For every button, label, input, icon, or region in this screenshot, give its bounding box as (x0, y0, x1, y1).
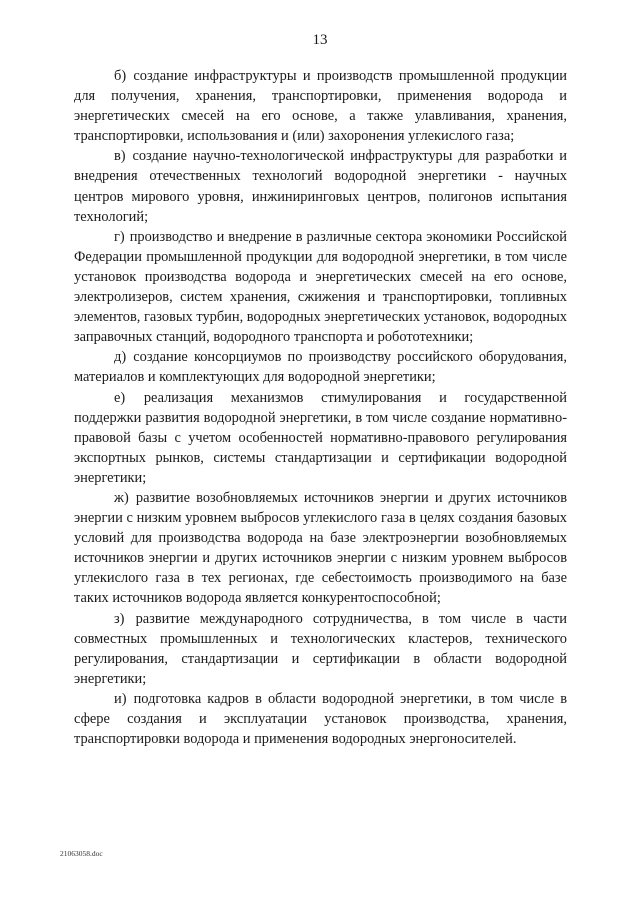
list-item-label: е) (114, 389, 126, 406)
list-item-text: производство и внедрение в различные сектора экономики Российской Федерации промышленной продукции для водородной энергетики, в том числе установок производства водорода и энергетических смесей на его основе, электролизеров, систем хранения, сжижения и транспортировки, топливных элементов, газовых турбин, водородных энергетических установок, водородных заправочных станций, водородного транспорта и робототехники; (74, 228, 567, 346)
document-body (74, 66, 567, 749)
page-number: 13 (312, 32, 328, 48)
list-item-text: подготовка кадров в области водородной энергетики, в том числе в сфере создания и эксплуатации установок производства, хранения, транспортировки водорода и применения водородных энергоносителей. (74, 690, 567, 748)
list-item-g (74, 227, 567, 348)
list-item-label: д) (114, 349, 127, 366)
list-item-zh (74, 488, 567, 609)
list-item-label: г) (114, 228, 125, 245)
list-item-label: б) (114, 68, 127, 84)
list-item-i (74, 689, 567, 749)
list-item-v (74, 146, 567, 226)
list-item-label: в) (114, 148, 126, 165)
list-item-b (74, 66, 567, 146)
list-item-e (74, 388, 567, 488)
list-item-z (74, 609, 567, 689)
list-item-label: и) (114, 690, 127, 707)
list-item-text: развитие международного сотрудничества, в том числе в части совместных промышленных и технологических кластеров, технического регулирования, стандартизации и сертификации в области водородной энергетики; (74, 610, 567, 687)
list-item-text: развитие возобновляемых источников энергии и других источников энергии с низким уровнем выбросов углекислого газа в целях создания базовых условий для производства водорода на базе электроэнергии возобновляемых источников энергии и других источников энергии с низким уровнем выбросов углекислого газа в тех регионах, где себестоимость производимого на базе таких источников водорода является конкурентоспособной; (74, 489, 567, 607)
list-item-d (74, 347, 567, 387)
list-item-label: з) (114, 610, 125, 627)
list-item-label: ж) (114, 489, 129, 506)
list-item-text: создание инфраструктуры и производств промышленной продукции для получения, хранения, транспортировки, применения водорода и энергетических смесей на его основе, а также улавливания, хранения, транспортировки, использования и (или) захоронения углекислого газа; (74, 68, 567, 145)
list-item-text: создание научно-технологической инфраструктуры для разработки и внедрения отечественных технологий водородной энергетики - научных центров мирового уровня, инжиниринговых центров, полигонов испытания технологий; (74, 148, 567, 225)
list-item-text: создание консорциумов по производству российского оборудования, материалов и комплектующих для водородной энергетики; (74, 349, 567, 386)
list-item-text: реализация механизмов стимулирования и государственной поддержки развития водородной энергетики, в том числе создание нормативно-правовой базы с учетом особенностей нормативно-правового регулирования экспортных рынков, системы стандартизации и сертификации водородной энергетики; (74, 389, 567, 486)
document-filename: 21063058.doc (60, 849, 103, 858)
